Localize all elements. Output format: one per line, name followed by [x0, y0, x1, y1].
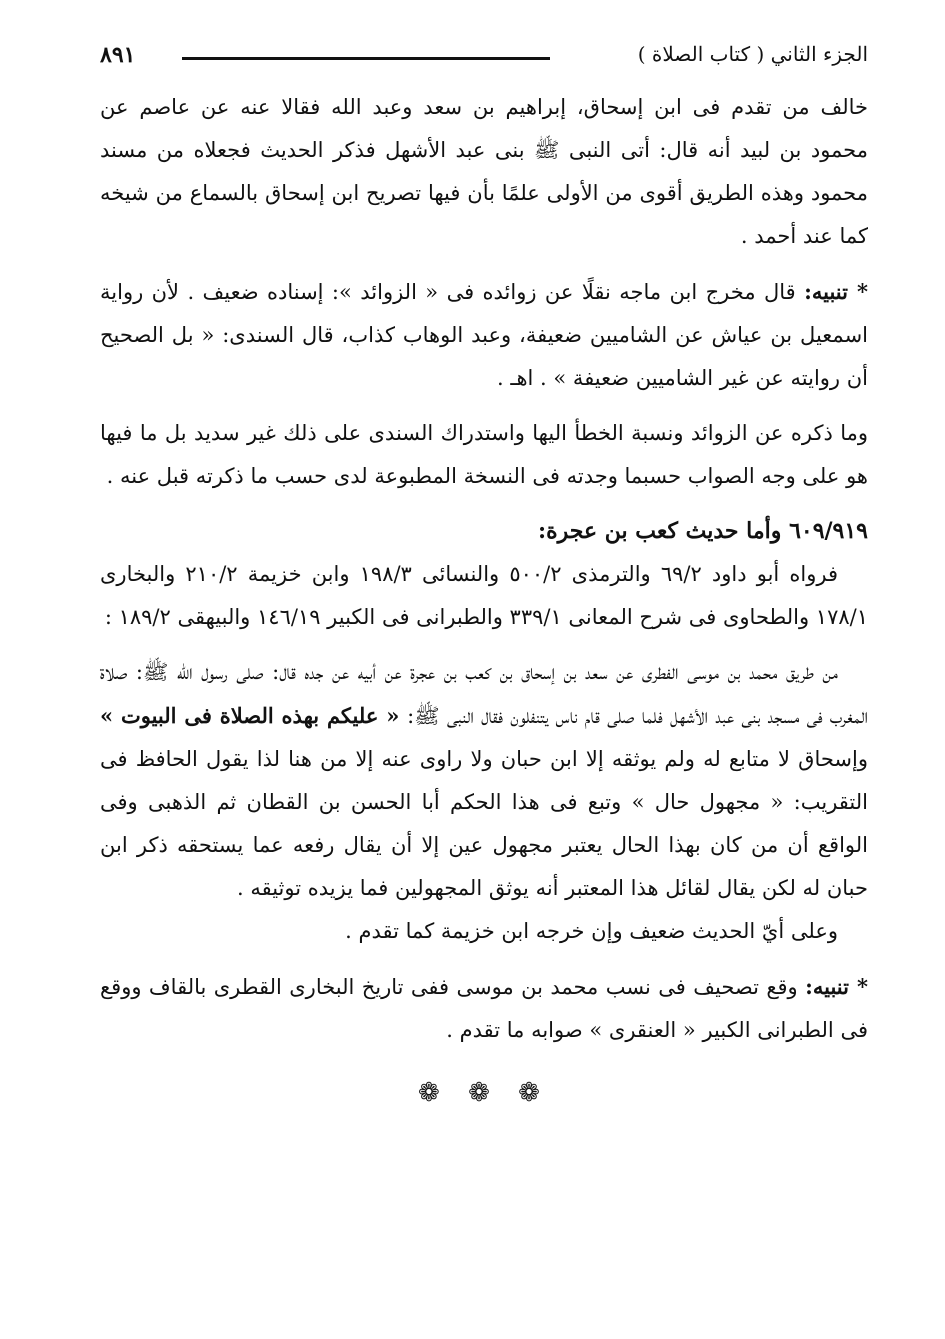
note-text-2: وقع تصحيف فى نسب محمد بن موسى ففى تاريخ البخارى القطرى بالقاف ووقع فى الطبرانى الكبير « العنقرى » صوابه ما تقدم .	[100, 975, 868, 1042]
paragraph-6	[100, 651, 868, 910]
paragraph-note-1	[100, 270, 868, 400]
note-label-2: * تنبيه:	[805, 974, 868, 999]
paragraph-1: خالف من تقدم فى ابن إسحاق، إبراهيم بن سعد وعبد الله فقالا عنه عن عاصم عن محمود بن لبيد أنه قال: أتى النبى ﷺ بنى عبد الأشهل فذكر الحديث فجعلاه من مسند محمود وهذه الطريق أقوى من الأولى علمًا بأن فيها تصريح ابن إسحاق بالسماع من شيخه كما عند أحمد .	[100, 95, 868, 248]
paragraph-6-text: من طريق محمد بن موسى الفطرى عن سعد بن إسحاق بن كعب بن عجرة عن أبيه عن جده قال: صلى رسول الله ﷺ: صلاة المغرب فى مسجد بنى عبد الأشهل فلما صلى قام ناس يتنفلون فقال النبى ﷺ:	[100, 660, 868, 728]
paragraph-note-2	[100, 965, 868, 1052]
page-body	[100, 86, 868, 1115]
header-rule	[182, 57, 550, 60]
page-header	[100, 40, 868, 76]
page-number: ٨٩١	[100, 42, 136, 68]
note-text: قال مخرج ابن ماجه نقلًا عن زوائده فى « الزوائد »: إسناده ضعيف . لأن رواية اسمعيل بن عياش عن الشاميين ضعيفة، وعبد الوهاب كذاب، قال السندى: « بل الصحيح أن روايته عن غير الشاميين ضعيفة » . اهـ .	[100, 280, 868, 390]
paragraph-3: وما ذكره عن الزوائد ونسبة الخطأ اليها واستدراك السندى على ذلك غير سديد بل ما فيها هو على وجه الصواب حسبما وجدته فى النسخة المطبوعة لدى حسب ما ذكرته قبل عنه .	[100, 421, 868, 488]
paragraph-7: وعلى أيّ الحديث ضعيف وإن خرجه ابن خزيمة كما تقدم .	[345, 919, 838, 943]
section-heading: ٦٠٩/٩١٩ وأما حديث كعب بن عجرة:	[537, 518, 868, 544]
hadith-quote: « عليكم بهذه الصلاة فى البيوت »	[100, 703, 408, 728]
paragraph-6-tail: وإسحاق لا متابع له ولم يوثقه إلا ابن حبان ولا راوى عنه إلا من هنا لذا يقول الحافظ فى التقريب: « مجهول حال » وتبع فى هذا الحكم أبا الحسن بن القطان ثم الذهبى وفى الواقع أن من كان بهذا الحال يعتبر مجهول عين إلا أن يقال رفعه عما يستحقه ذكر ابن حبان له لكن يقال لقائل هذا المعتبر أنه يوثق المجهولين فما يزيده توثيقه .	[100, 747, 868, 900]
note-label: * تنبيه:	[804, 279, 868, 304]
section-ornament: ❁ ❁ ❁	[418, 1078, 550, 1108]
running-head: الجزء الثاني ( كتاب الصلاة )	[637, 42, 868, 66]
paragraph-sources: فرواه أبو داود ٦٩/٢ والترمذى ٥٠٠/٢ والنسائى ١٩٨/٣ وابن خزيمة ٢١٠/٢ والبخارى ١٧٨/١ والطحاوى فى شرح المعانى ٣٣٩/١ والطبرانى فى الكبير ١٤٦/١٩ والبيهقى ١٨٩/٢ :	[100, 562, 868, 629]
